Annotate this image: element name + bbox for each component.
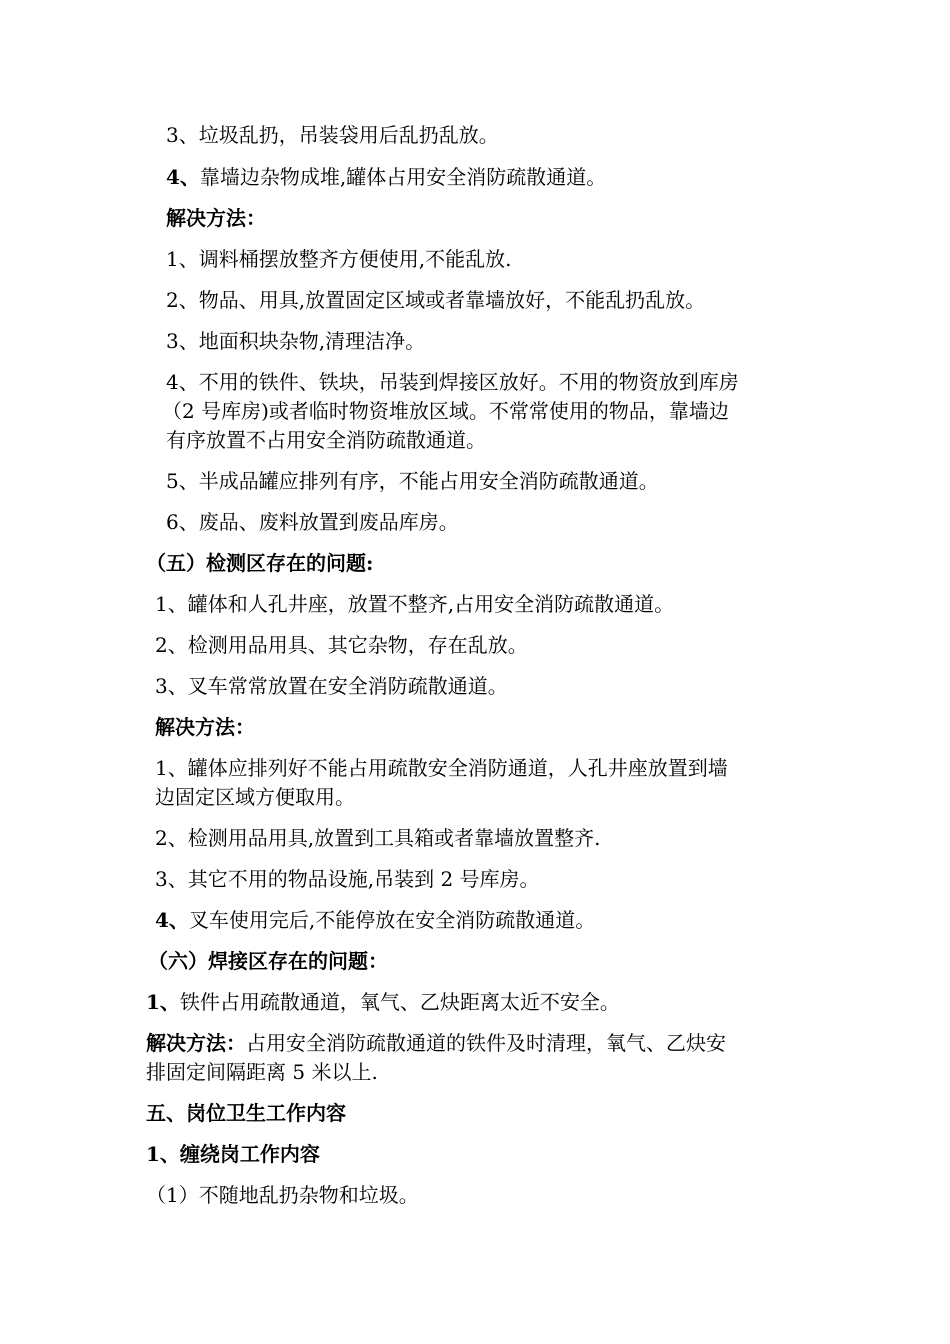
text: 2、检测用品用具、其它杂物，存在乱放。: [155, 633, 528, 657]
text: 6、废品、废料放置到废品库房。: [166, 510, 459, 534]
paragraph-line: [166, 245, 511, 273]
text: 3、地面积块杂物,清理洁净。: [166, 329, 426, 353]
paragraph-line: [166, 163, 606, 191]
item-number: 4、: [166, 165, 200, 189]
text: 解决方法：: [155, 715, 255, 739]
paragraph-line: [166, 368, 739, 396]
paragraph-line: [146, 988, 620, 1016]
text: 1、罐体和人孔井座，放置不整齐,占用安全消防疏散通道。: [155, 592, 675, 616]
text: 2、检测用品用具,放置到工具箱或者靠墙放置整齐.: [155, 826, 601, 850]
item-number: 4、: [155, 908, 189, 932]
paragraph-line: [166, 286, 705, 314]
paragraph-line: [166, 121, 499, 149]
section-heading: [148, 947, 388, 975]
text: 1、调料桶摆放整齐方便使用,不能乱放.: [166, 247, 512, 271]
section-heading: [146, 549, 373, 577]
text: 3、叉车常常放置在安全消防疏散通道。: [155, 674, 508, 698]
paragraph-line: [155, 824, 600, 852]
paragraph-line: [146, 1058, 378, 1086]
paragraph-line: [166, 508, 459, 536]
text: 4、不用的铁件、铁块，吊装到焊接区放好。不用的物资放到库房: [166, 370, 739, 394]
paragraph-line: [166, 426, 486, 454]
section-heading: [146, 1140, 320, 1168]
text: （六）焊接区存在的问题：: [148, 949, 388, 973]
text: 2、物品、用具,放置固定区域或者靠墙放好，不能乱扔乱放。: [166, 288, 706, 312]
chapter-heading: [146, 1099, 346, 1127]
text: 5、半成品罐应排列有序，不能占用安全消防疏散通道。: [166, 469, 659, 493]
paragraph-line: [155, 590, 674, 618]
text: 排固定间隔距离 5 米以上.: [146, 1060, 378, 1084]
text: 靠墙边杂物成堆,罐体占用安全消防疏散通道。: [199, 165, 607, 189]
paragraph-line: [166, 327, 425, 355]
paragraph-line: [155, 631, 528, 659]
subheading: [166, 204, 266, 232]
subheading: [155, 713, 255, 741]
text: 占用安全消防疏散通道的铁件及时清理，氧气、乙炔安: [246, 1031, 726, 1055]
paragraph-line: [155, 906, 595, 934]
paragraph-line: [155, 783, 355, 811]
text: 1、缠绕岗工作内容: [146, 1142, 320, 1166]
text: 五、岗位卫生工作内容: [146, 1101, 346, 1125]
paragraph-line: [146, 1181, 419, 1209]
text: 铁件占用疏散通道，氧气、乙炔距离太近不安全。: [179, 990, 620, 1014]
text: 3、其它不用的物品设施,吊装到 2 号库房。: [155, 867, 540, 891]
paragraph-line: [155, 672, 508, 700]
item-number: 1、: [146, 990, 180, 1014]
text: （1）不随地乱扔杂物和垃圾。: [146, 1183, 419, 1207]
text: 有序放置不占用安全消防疏散通道。: [166, 428, 486, 452]
text: 3、垃圾乱扔，吊装袋用后乱扔乱放。: [166, 123, 499, 147]
text: 边固定区域方便取用。: [155, 785, 355, 809]
text: 叉车使用完后,不能停放在安全消防疏散通道。: [188, 908, 596, 932]
text: 解决方法：: [166, 206, 266, 230]
paragraph-line: [162, 397, 729, 425]
inline-label: 解决方法：: [146, 1031, 246, 1055]
paragraph-line: [166, 467, 659, 495]
text: （2 号库房)或者临时物资堆放区域。不常常使用的物品，靠墙边: [162, 399, 729, 423]
text: （五）检测区存在的问题:: [146, 551, 374, 575]
paragraph-line: [155, 754, 728, 782]
paragraph-line: [146, 1029, 726, 1057]
text: 1、罐体应排列好不能占用疏散安全消防通道，人孔井座放置到墙: [155, 756, 728, 780]
paragraph-line: [155, 865, 540, 893]
